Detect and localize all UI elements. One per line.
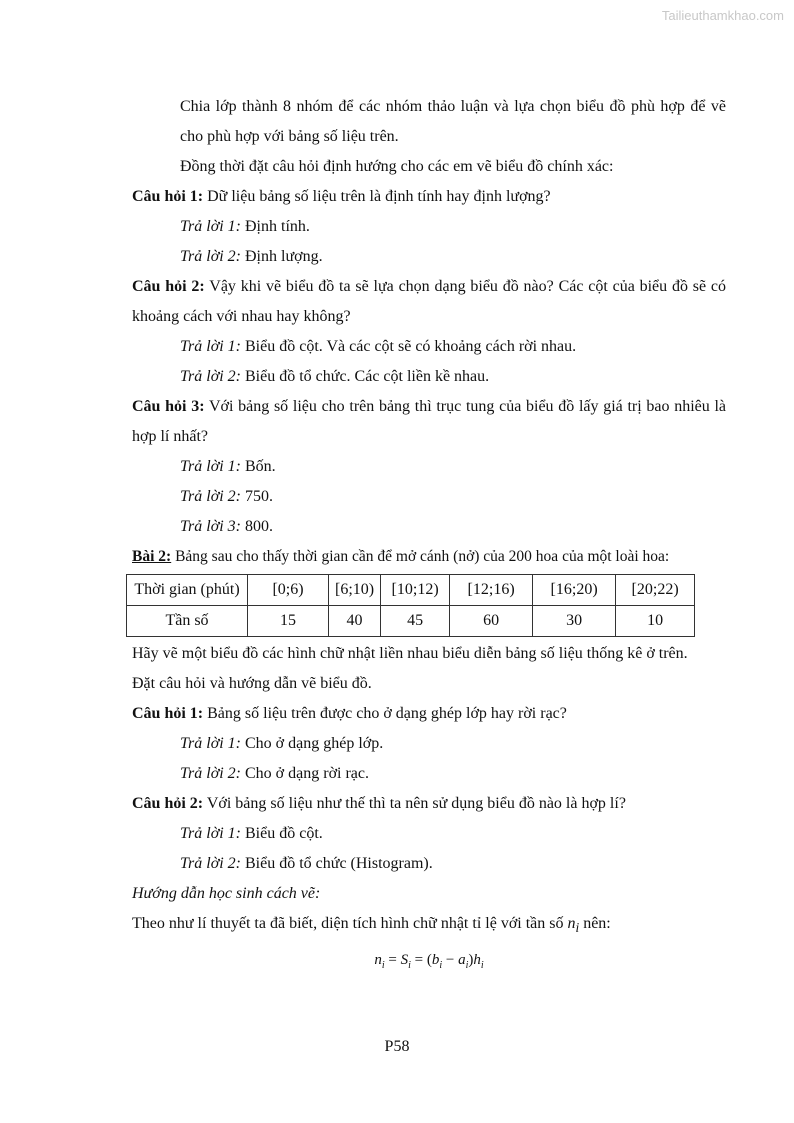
paragraph-task: Hãy vẽ một biểu đồ các hình chữ nhật liền nhau biểu diễn bảng số liệu thống kê ở trên. [132,645,688,662]
question-3: Câu hỏi 3: Với bảng số liệu cho trên bảng thì trục tung của biểu đồ lấy giá trị bao nhiêu là hợp lí nhất? [132,398,727,445]
area-formula: $n_i = S_i = (b_i - a_i)h_i$ [374,952,484,971]
answer-3-2: Trả lời 2: 750. [180,488,273,505]
guide-heading: Hướng dẫn học sinh cách vẽ: [132,885,321,902]
answer-2-2: Trả lời 2: Biểu đồ tổ chức. Các cột liền kề nhau. [180,368,490,385]
answer-1-2: Trả lời 2: Định lượng. [180,248,323,265]
answer-5-2: Trả lời 2: Biểu đồ tổ chức (Histogram). [180,855,433,872]
paragraph-guidance: Đặt câu hỏi và hướng dẫn vẽ biểu đồ. [132,675,372,692]
table-cell: 15 [248,606,329,637]
table-row [127,606,695,637]
watermark: Tailieuthamkhao.com [661,8,784,23]
answer-1-1: Trả lời 1: Định tính. [180,218,310,235]
table-cell: [10;12) [381,575,450,606]
question-5: Câu hỏi 2: Với bảng số liệu như thế thì ta nên sử dụng biểu đồ nào là hợp lí? [132,795,626,812]
answer-3-3: Trả lời 3: 800. [180,518,273,535]
question-1: Câu hỏi 1: Dữ liệu bảng số liệu trên là định tính hay định lượng? [132,188,551,205]
exercise-2: Bài 2: Bảng sau cho thấy thời gian cần để mở cánh (nở) của 200 hoa của một loài hoa: [132,548,670,565]
table-cell: [16;20) [533,575,616,606]
paragraph-questions-intro: Đồng thời đặt câu hỏi định hướng cho các em vẽ biểu đồ chính xác: [180,158,614,175]
table-header-cell: Tần số [127,606,248,637]
answer-4-2: Trả lời 2: Cho ở dạng rời rạc. [180,765,369,782]
question-4: Câu hỏi 1: Bảng số liệu trên được cho ở dạng ghép lớp hay rời rạc? [132,705,567,722]
table-cell: [20;22) [616,575,695,606]
table-cell: 30 [533,606,616,637]
table-cell: [12;16) [450,575,533,606]
table-cell: 10 [616,606,695,637]
table-cell: 40 [329,606,381,637]
answer-3-1: Trả lời 1: Bốn. [180,458,276,475]
table-cell: 60 [450,606,533,637]
answer-4-1: Trả lời 1: Cho ở dạng ghép lớp. [180,735,384,752]
document-body [132,92,726,979]
table-header-cell: Thời gian (phút) [127,575,248,606]
table-row [127,575,695,606]
paragraph-intro: Chia lớp thành 8 nhóm để các nhóm thảo luận và lựa chọn biểu đồ phù hợp để vẽ cho phù hợp với bảng số liệu trên. [180,98,726,145]
table-cell: [6;10) [329,575,381,606]
answer-5-1: Trả lời 1: Biểu đồ cột. [180,825,323,842]
page-number: P58 [384,1038,410,1055]
question-2: Câu hỏi 2: Vậy khi vẽ biểu đồ ta sẽ lựa chọn dạng biểu đồ nào? Các cột của biểu đồ sẽ có khoảng cách với nhau hay không? [132,278,727,325]
paragraph-theory: Theo như lí thuyết ta đã biết, diện tích hình chữ nhật tỉ lệ với tần số $n_i$ nên: [132,915,611,936]
frequency-table [126,574,695,637]
answer-2-1: Trả lời 1: Biểu đồ cột. Và các cột sẽ có khoảng cách rời nhau. [180,338,577,355]
table-cell: [0;6) [248,575,329,606]
table-cell: 45 [381,606,450,637]
